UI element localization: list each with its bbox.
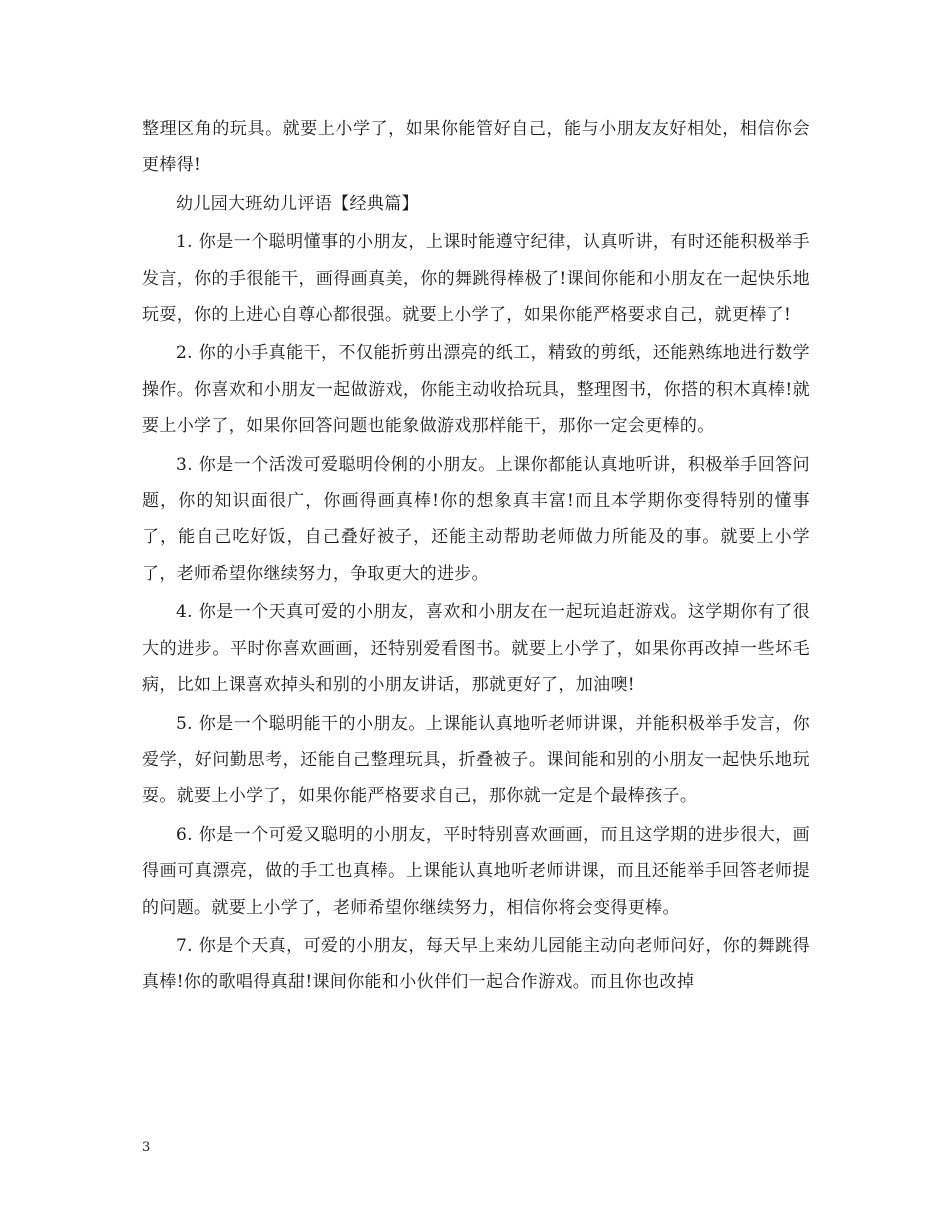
section-heading: 幼儿园大班幼儿评语【经典篇】 xyxy=(176,193,419,214)
comment-item-5: 5. 你是一个聪明能干的小朋友。上课能认真地听老师讲课，并能积极举手发言，你爱学，好问勤思考，还能自己整理玩具，折叠被子。课间能和别的小朋友一起快乐地玩耍。就要上小学了，如果你能严格要求自己，那你就一定是个最棒孩子。 xyxy=(142,713,810,807)
comment-item-3: 3. 你是一个活泼可爱聪明伶俐的小朋友。上课你都能认真地听讲，积极举手回答问题，你的知识面很广，你画得画真棒!你的想象真丰富!而且本学期你变得特别的懂事了，能自己吃好饭，自己叠好被子，还能主动帮助老师做力所能及的事。就要上小学了，老师希望你继续努力，争取更大的进步。 xyxy=(142,454,810,584)
comment-item-6: 6. 你是一个可爱又聪明的小朋友，平时特别喜欢画画，而且这学期的进步很大，画得画可真漂亮，做的手工也真棒。上课能认真地听老师讲课，而且还能举手回答老师提的问题。就要上小学了，老师希望你继续努力，相信你将会变得更棒。 xyxy=(142,824,810,918)
comment-item-1: 1. 你是一个聪明懂事的小朋友，上课时能遵守纪律，认真听讲，有时还能积极举手发言，你的手很能干，画得画真美，你的舞跳得棒极了!课间你能和小朋友在一起快乐地玩耍，你的上进心自尊心都很强。就要上小学了，如果你能严格要求自己，就更棒了! xyxy=(142,232,810,326)
page-number: 3 xyxy=(142,1140,151,1155)
comment-item-2: 2. 你的小手真能干，不仅能折剪出漂亮的纸工，精致的剪纸，还能熟练地进行数学操作。你喜欢和小朋友一起做游戏，你能主动收拾玩具，整理图书，你搭的积木真棒!就要上小学了，如果你回答问题也能象做游戏那样能干，那你一定会更棒的。 xyxy=(142,343,810,437)
comment-item-4: 4. 你是一个天真可爱的小朋友，喜欢和小朋友在一起玩追赶游戏。这学期你有了很大的进步。平时你喜欢画画，还特别爱看图书。就要上小学了，如果你再改掉一些坏毛病，比如上课喜欢掉头和别的小朋友讲话，那就更好了，加油噢! xyxy=(142,602,810,696)
comment-item-7: 7. 你是个天真，可爱的小朋友，每天早上来幼儿园能主动向老师问好，你的舞跳得真棒!你的歌唱得真甜!课间你能和小伙伴们一起合作游戏。而且你也改掉 xyxy=(142,935,810,993)
document-body xyxy=(142,111,810,1003)
paragraph-continuation: 整理区角的玩具。就要上小学了，如果你能管好自己，能与小朋友友好相处，相信你会更棒得! xyxy=(142,119,810,176)
